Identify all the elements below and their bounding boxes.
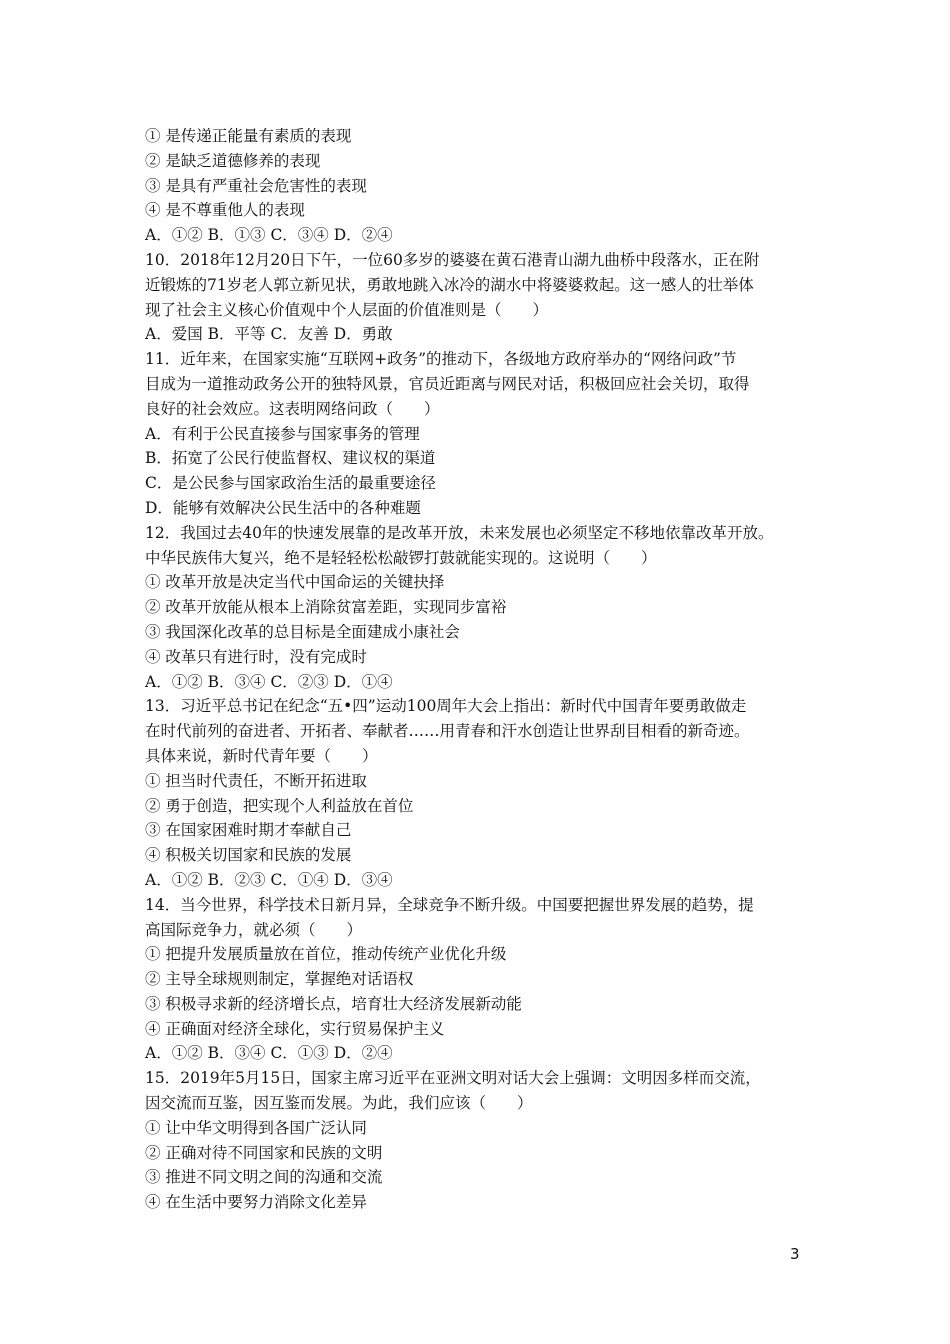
text-line: ① 是传递正能量有素质的表现 [145, 127, 352, 145]
question-13-text: 在时代前列的奋进者、开拓者、奉献者……用青春和汗水创造让世界刮目相看的新奇迹。 [145, 722, 750, 741]
question-10-text: 现了社会主义核心价值观中个人层面的价值准则是（ ） [145, 300, 549, 319]
text-line: ④ 积极关切国家和民族的发展 [145, 846, 352, 865]
question-12-text: 中华民族伟大复兴，绝不是轻轻松松敲锣打鼓就能实现的。这说明（ ） [145, 548, 657, 567]
text-line: ④ 正确面对经济全球化，实行贸易保护主义 [145, 1019, 445, 1038]
question-12-text: 12．我国过去40年的快速发展靠的是改革开放，未来发展也必须坚定不移地依靠改革开放。 [145, 523, 774, 542]
question-13-text: 13．习近平总书记在纪念“五•四”运动100周年大会上指出：新时代中国青年要勇敢做走 [145, 697, 747, 716]
question-11-text: 良好的社会效应。这表明网络问政（ ） [145, 399, 440, 418]
answer-options: A．①② B．③④ C．①③ D．②④ [145, 1044, 393, 1063]
page-number: 3 [790, 1245, 800, 1263]
answer-options: A．①② B．③④ C．②③ D．①④ [145, 672, 393, 691]
text-line: ④ 是不尊重他人的表现 [145, 201, 305, 220]
question-11-text: 目成为一道推动政务公开的独特风景，官员近距离与网民对话，积极回应社会关切，取得 [145, 374, 750, 393]
question-10-text: 近锻炼的71岁老人郭立新见状，勇敢地跳入冰冷的湖水中将婆婆救起。这一感人的壮举体 [145, 275, 754, 294]
text-line: ④ 改革只有进行时，没有完成时 [145, 647, 367, 666]
text-line: ② 改革开放能从根本上消除贫富差距，实现同步富裕 [145, 598, 507, 617]
question-13-text: 具体来说，新时代青年要（ ） [145, 746, 378, 765]
text-line: ② 勇于创造，把实现个人利益放在首位 [145, 796, 414, 815]
option-d: D．能够有效解决公民生活中的各种难题 [145, 498, 421, 517]
option-c: C．是公民参与国家政治生活的最重要途径 [145, 474, 436, 493]
option-a: A．有利于公民直接参与国家事务的管理 [145, 424, 420, 443]
text-line: ③ 积极寻求新的经济增长点，培育壮大经济发展新动能 [145, 994, 522, 1013]
text-line: ① 让中华文明得到各国广泛认同 [145, 1118, 367, 1137]
text-line: ① 把提升发展质量放在首位，推动传统产业优化升级 [145, 945, 507, 964]
question-15-text: 15．2019年5月15日，国家主席习近平在亚洲文明对话大会上强调：文明因多样而交流， [145, 1069, 761, 1088]
text-line: ① 担当时代责任，不断开拓进取 [145, 771, 367, 790]
text-line: ③ 推进不同文明之间的沟通和交流 [145, 1168, 383, 1187]
text-line: ② 是缺乏道德修养的表现 [145, 151, 321, 170]
text-line: ② 正确对待不同国家和民族的文明 [145, 1143, 383, 1162]
question-15-text: 因交流而互鉴，因互鉴而发展。为此，我们应该（ ） [145, 1094, 533, 1113]
option-b: B．拓宽了公民行使监督权、建议权的渠道 [145, 449, 436, 468]
text-line: ② 主导全球规则制定，掌握绝对话语权 [145, 970, 414, 989]
answer-options: A．①② B．①③ C．③④ D．②④ [145, 226, 393, 245]
question-14-text: 高国际竞争力，就必须（ ） [145, 920, 363, 939]
question-10-text: 10．2018年12月20日下午，一位60多岁的婆婆在黄石港青山湖九曲桥中段落水，正在附 [145, 250, 760, 269]
text-line: ③ 是具有严重社会危害性的表现 [145, 176, 367, 195]
answer-options: A．爱国 B．平等 C．友善 D．勇敢 [145, 325, 393, 344]
question-11-text: 11．近年来，在国家实施“互联网+政务”的推动下，各级地方政府举办的“网络问政”节 [145, 350, 737, 369]
answer-options: A．①② B．②③ C．①④ D．③④ [145, 870, 393, 889]
text-line: ① 改革开放是决定当代中国命运的关键抉择 [145, 573, 445, 592]
text-line: ③ 我国深化改革的总目标是全面建成小康社会 [145, 622, 460, 641]
text-line: ④ 在生活中要努力消除文化差异 [145, 1193, 367, 1212]
document-body [145, 124, 825, 1215]
text-line: ③ 在国家困难时期才奉献自己 [145, 821, 352, 840]
question-14-text: 14．当今世界，科学技术日新月异，全球竞争不断升级。中国要把握世界发展的趋势，提 [145, 895, 754, 914]
